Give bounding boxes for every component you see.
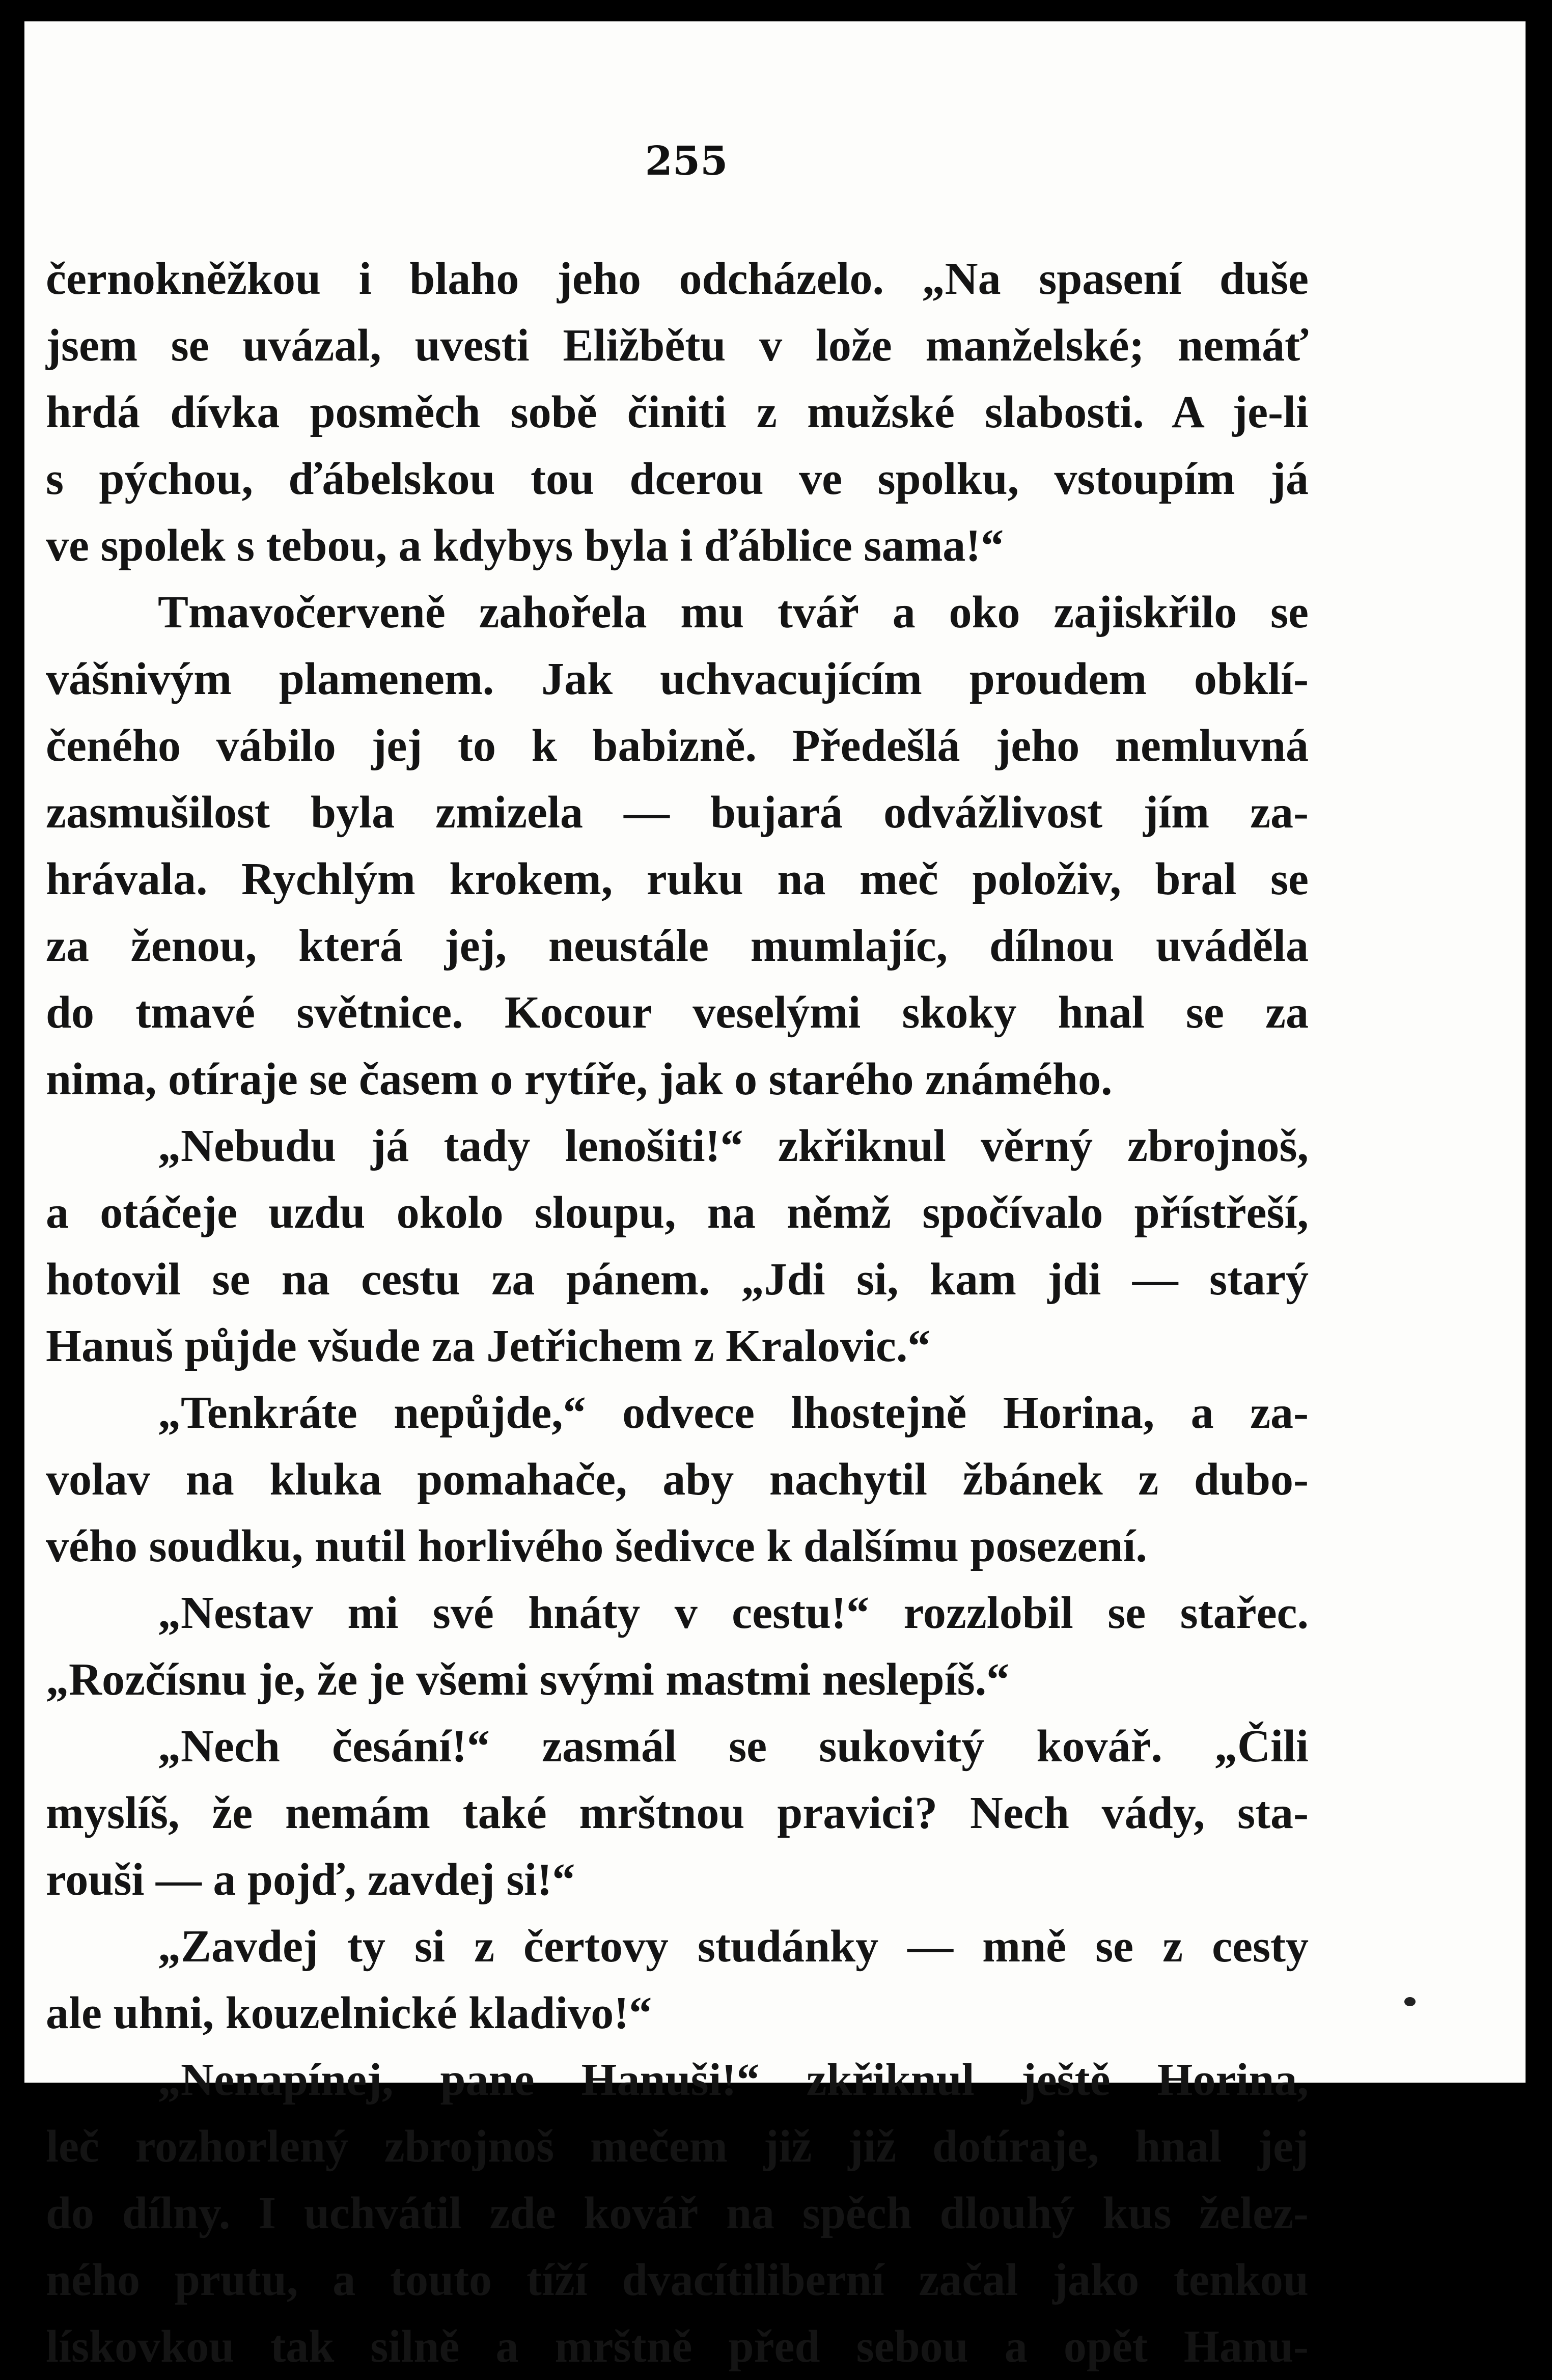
text-line: nima, otíraje se časem o rytíře, jak o starého známého.: [46, 1054, 1113, 1104]
text-line: „Nenapínej, pane Hanuši!“ zkřiknul ještě Horina,: [158, 2055, 1309, 2105]
text-line: jsem se uvázal, uvesti Eližbětu v lože manželské; nemáť: [46, 320, 1309, 371]
text-line: „Rozčísnu je, že je všemi svými mastmi neslepíš.“: [46, 1654, 1010, 1705]
text-line: hrávala. Rychlým krokem, ruku na meč položiv, bral se: [46, 854, 1309, 904]
text-line: do dílny. I uchvátil zde kovář na spěch dlouhý kus želez-: [46, 2188, 1309, 2238]
text-line: „Zavdej ty si z čertovy studánky — mně se z cesty: [158, 1921, 1309, 1972]
text-line: myslíš, že nemám také mrštnou pravici? Nech vády, sta-: [46, 1788, 1309, 1838]
text-line: „Nech česání!“ zasmál se sukovitý kovář. „Čili: [158, 1721, 1309, 1772]
text-line: ného prutu, a touto tíží dvacítiliberní začal jako tenkou: [46, 2255, 1309, 2305]
text-line: vášnivým plamenem. Jak uchvacujícím proudem obklí-: [46, 654, 1309, 704]
page-number: 255: [645, 138, 728, 184]
text-line: čeného vábilo jej to k babizně. Předešlá jeho nemluvná: [46, 721, 1309, 771]
text-line: lískovkou tak silně a mrštně před sebou a opět Hanu-: [46, 2321, 1309, 2372]
text-line: leč rozhorlený zbrojnoš mečem již již dotíraje, hnal jej: [46, 2121, 1309, 2172]
text-line: Tmavočerveně zahořela mu tvář a oko zajiskřilo se: [158, 587, 1309, 638]
text-line: volav na kluka pomahače, aby nachytil žbánek z dubo-: [46, 1454, 1309, 1505]
text-line: zasmušilost byla zmizela — bujará odvážlivost jím za-: [46, 787, 1309, 838]
text-line: ale uhni, kouzelnické kladivo!“: [46, 1988, 652, 2038]
text-line: ve spolek s tebou, a kdybys byla i ďáblice sama!“: [46, 520, 1004, 571]
text-line: „Nestav mi své hnáty v cestu!“ rozzlobil se stařec.: [158, 1588, 1309, 1638]
book-page: [24, 21, 1526, 2372]
text-line: Hanuš půjde všude za Jetřichem z Kralovic.“: [46, 1321, 931, 1371]
text-line: černokněžkou i blaho jeho odcházelo. „Na spasení duše: [46, 254, 1309, 304]
text-line: s pýchou, ďábelskou tou dcerou ve spolku, vstoupím já: [46, 454, 1309, 504]
text-line: hotovil se na cestu za pánem. „Jdi si, kam jdi — starý: [46, 1254, 1309, 1305]
text-line: za ženou, která jej, neustále mumlajíc, dílnou uváděla: [46, 921, 1309, 971]
ink-speck: [1404, 1997, 1416, 2006]
body-text: [46, 245, 1309, 2380]
text-line: vého soudku, nutil horlivého šedivce k dalšímu posezení.: [46, 1521, 1147, 1571]
text-line: a otáčeje uzdu okolo sloupu, na němž spočívalo přístřeší,: [46, 1187, 1309, 1238]
text-line: „Nebudu já tady lenošiti!“ zkřiknul věrný zbrojnoš,: [158, 1121, 1309, 1171]
text-line: do tmavé světnice. Kocour veselými skoky hnal se za: [46, 987, 1309, 1038]
text-line: „Tenkráte nepůjde,“ odvece lhostejně Horina, a za-: [158, 1388, 1309, 1438]
text-line: hrdá dívka posměch sobě činiti z mužské slabosti. A je-li: [46, 387, 1309, 437]
text-line: rouši — a pojď, zavdej si!“: [46, 1855, 575, 1905]
